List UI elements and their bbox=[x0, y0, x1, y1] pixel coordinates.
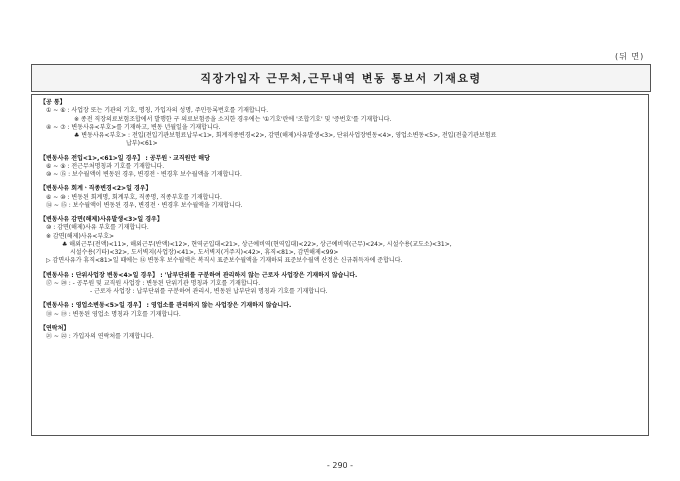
page-number: - 290 - bbox=[326, 461, 354, 470]
instruction-line: ⑥ ~ ⑩ : 변동된 회계명, 회계부호, 직종명, 직종부호를 기재합니다. bbox=[46, 193, 222, 201]
instruction-line: ① ~ ⑥ : 사업장 또는 기관의 기호, 명칭, 가입자의 성명, 주민등록번호를 기재합니다. bbox=[46, 107, 269, 115]
section-common bbox=[40, 99, 640, 149]
section-heading: 【변동사유 : 영업소변동<5>일 경우】 : 영업소를 관리하지 않는 사업장은 기재하지 않습니다. bbox=[40, 302, 292, 310]
instruction-line: ⑩ : 감면(해제)사유 부호를 기재합니다. bbox=[46, 224, 149, 232]
code-list-line: 시설수용(기타)<32>, 도서벽지(사업장)<41>, 도서벽지(거주지)<42>, 휴직<81>, 감면해제<99> bbox=[70, 249, 339, 256]
instruction-line: ⑰ ~ ⑳ : - 공무원 및 교직원 사업장 : 변동된 단위기관 명칭과 기호를 기재합니다. bbox=[46, 279, 261, 287]
code-list-line: ♣ 변동사유<부호> : 전입(전입기관보험료납부<1>, 회계직종변경<2>, 감면(해제)사유발생<3>, 단위사업장변동<4>, 영업소변동<5>, 전입(전출기관보험료 bbox=[74, 132, 497, 139]
section-heading: 【변동사유 감면(해제)사유발생<3>일 경우】 bbox=[40, 216, 163, 223]
title-box bbox=[31, 64, 651, 92]
section-contact bbox=[40, 325, 640, 342]
section-heading: 【변동사유 전입<1>,<61>일 경우】 : 공무원ㆍ교직원만 해당 bbox=[40, 154, 210, 162]
document-title: 직장가입자 근무처,근무내역 변동 통보서 기재요령 bbox=[200, 72, 482, 85]
instruction-line: ㉑ ~ ㉒ : 가입자의 연락처를 기재합니다. bbox=[46, 333, 154, 340]
section-transfer bbox=[40, 155, 640, 180]
instruction-line: ⑥ ~ ⑨ : 전근무처명칭과 기호를 기재합니다. bbox=[46, 162, 165, 170]
section-heading: 【공 통】 bbox=[40, 99, 66, 106]
note-line: ※ 종전 직장의료보험조합에서 발행한 구 의료보험증을 소지한 경우에는 '①기호'란에 '조합기호' 및 '증번호'를 기재합니다. bbox=[74, 115, 392, 123]
instruction-line: - 근로자 사업장 : 납부단위를 구분하여 관리시, 변동된 납부단위 명칭과 기호를 기재합니다. bbox=[90, 288, 328, 295]
section-account-change bbox=[40, 185, 640, 210]
section-unit-change bbox=[40, 272, 640, 297]
section-heading: 【연락처】 bbox=[40, 324, 70, 332]
code-list-line: ♣ 해외근무(전액)<11>, 해외근무(반액)<12>, 현역군입대<21>, 상근예비역(현역입대)<22>, 상근예비역(근무)<24>, 시설수용(교도소)<31>, bbox=[62, 240, 452, 248]
back-side-label: (뒤 면) bbox=[615, 52, 645, 61]
code-list-line: 납부)<61> bbox=[126, 140, 158, 148]
instruction-line: ⑭ ~ ⑮ : 보수월액이 변동된 경우, 변경전ㆍ변경후 보수월액을 기재합니다. bbox=[46, 201, 243, 209]
instruction-line: ⑩ ~ ⑮ : 보수월액이 변동된 경우, 변경전ㆍ변경후 보수월액을 기재합니다. bbox=[46, 171, 242, 178]
instructions-box bbox=[31, 94, 649, 436]
section-office-change bbox=[40, 302, 640, 319]
section-heading: 【변동사유 : 단위사업장 변동<4>일 경우】 : '납부단위를 구분하여 관리하지 않는 근로자 사업장은 기재하지 않습니다. bbox=[40, 271, 358, 279]
section-reduction bbox=[40, 216, 640, 266]
instruction-line: ④ ~ ⑦ : 변동사유<부호>를 기재하고, 변동 년월일을 기재합니다. bbox=[46, 123, 221, 131]
note-line: ※ 감면(해제)사유<부호> bbox=[46, 232, 115, 240]
section-heading: 【변동사유 회계ㆍ직종변경<2>일 경우】 bbox=[40, 185, 152, 193]
instruction-line: ⑱ ~ ⑲ : 변동된 영업소 명칭과 기호를 기재합니다. bbox=[46, 310, 181, 318]
note-line: ▷ 감면사유가 휴직<81>일 때에는 ⑭ 변동후 보수월액은 복직시 표준보수월액을 기재하되 표준보수월액 산정은 신규취득자에 준합니다. bbox=[46, 257, 403, 265]
